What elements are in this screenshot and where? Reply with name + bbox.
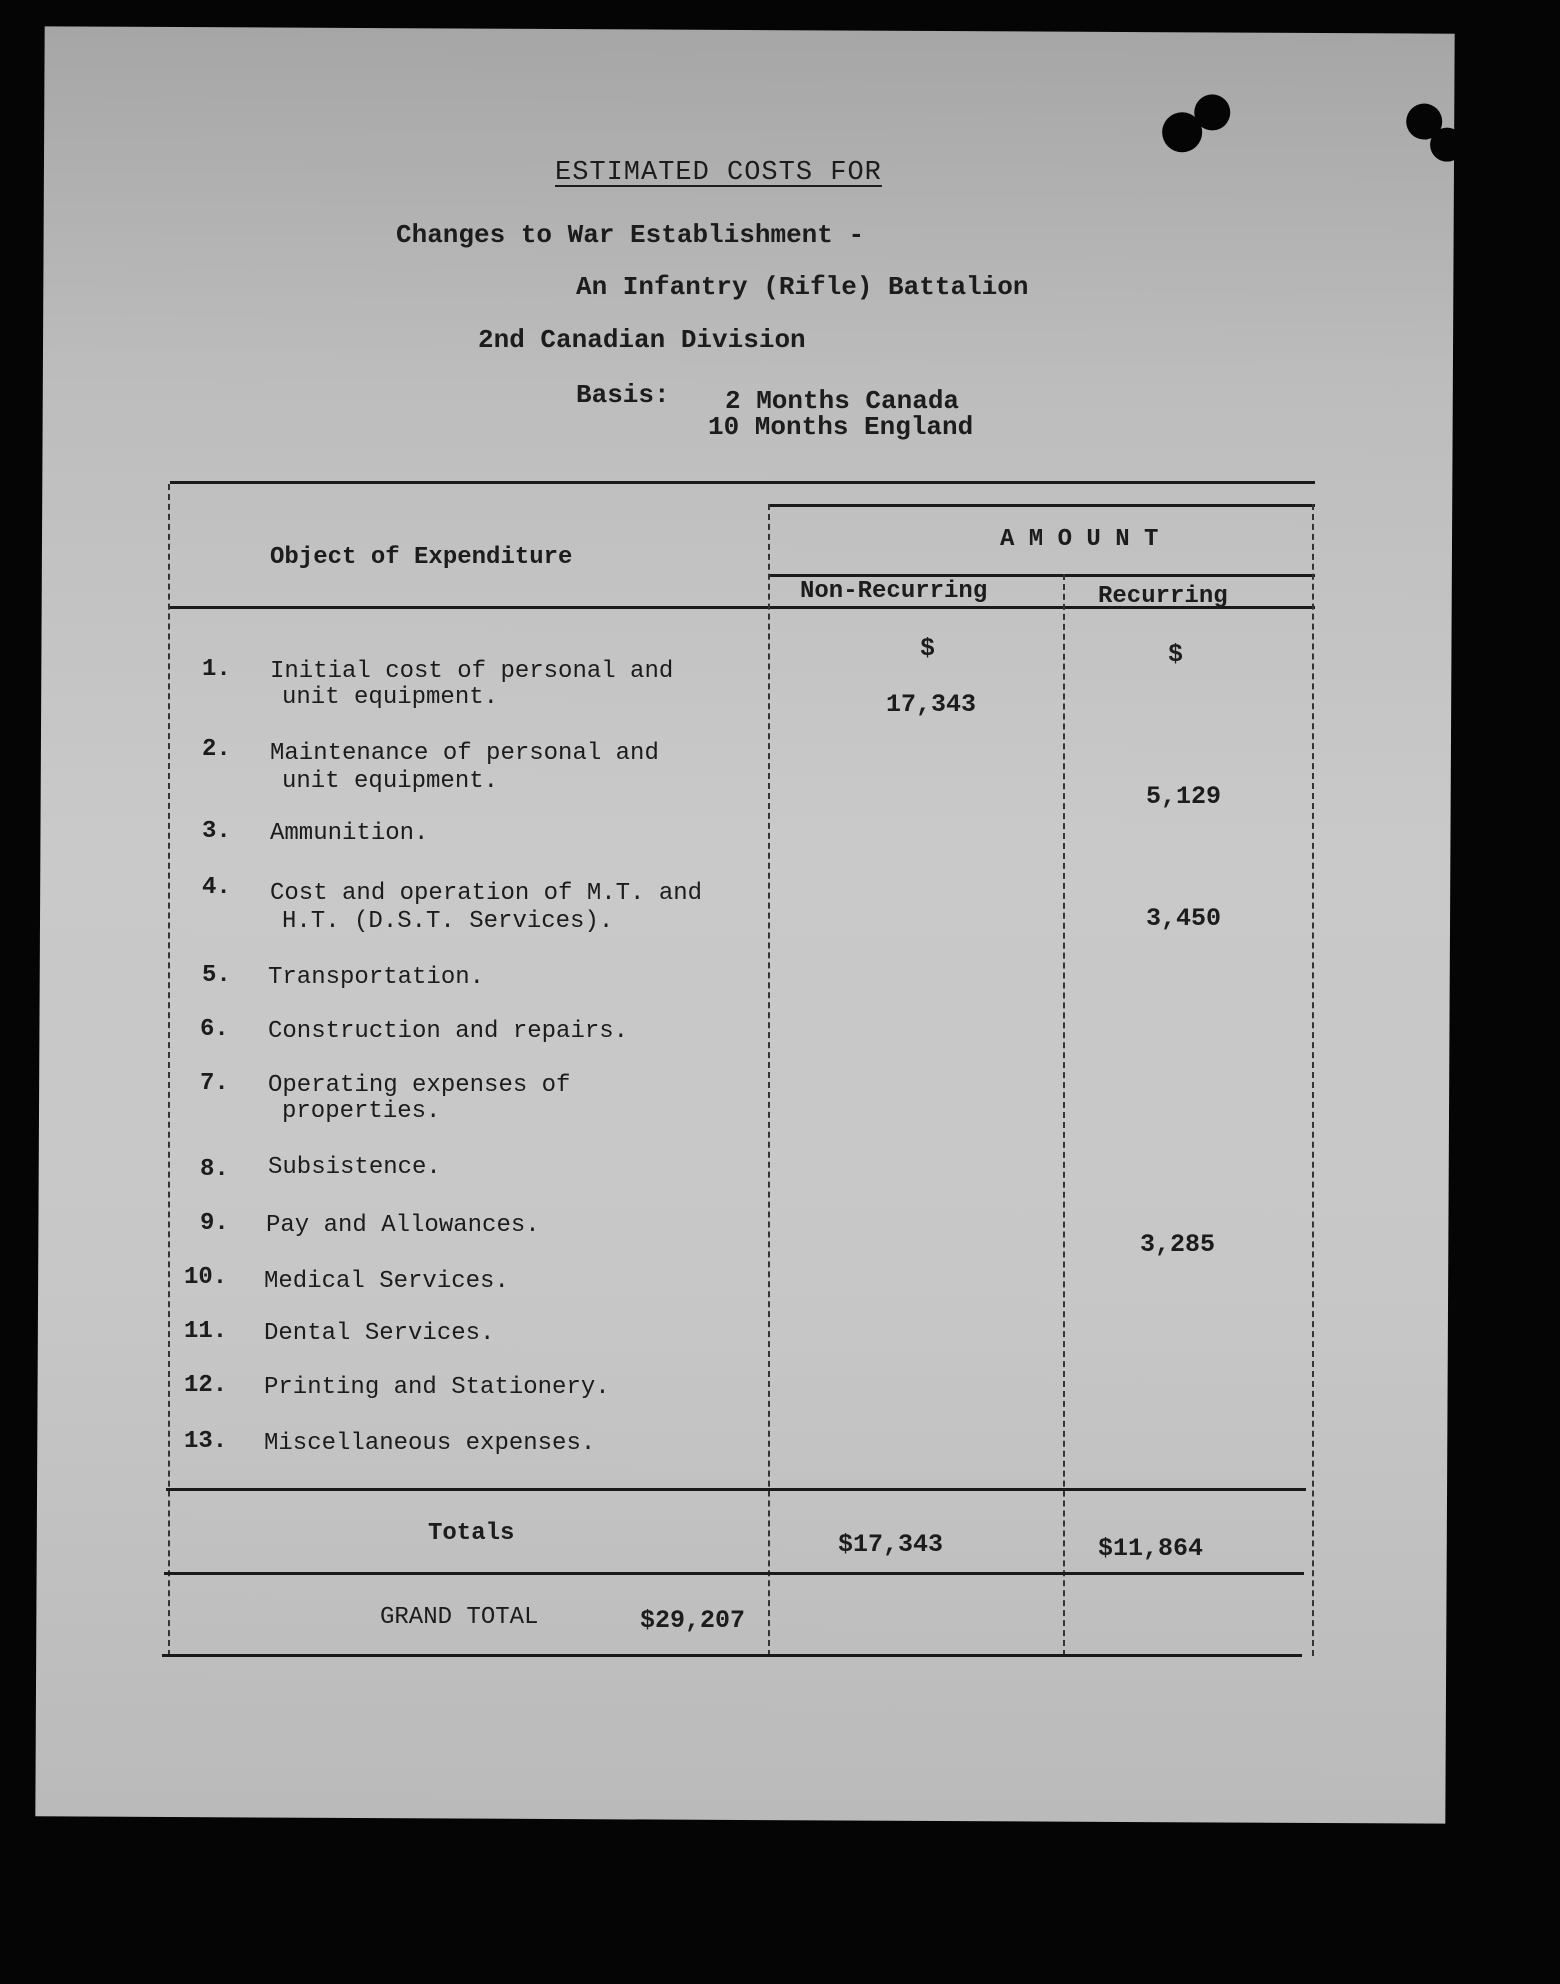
row-label: Construction and repairs.	[268, 1018, 629, 1045]
row-label: Maintenance of personal and	[270, 740, 659, 767]
row-label: Transportation.	[268, 964, 485, 991]
row-label-cont: unit equipment.	[282, 768, 499, 795]
amount-split-rule	[770, 574, 1315, 577]
row-non-recurring: 17,343	[886, 690, 977, 719]
grand-total-top-rule	[164, 1572, 1304, 1575]
currency-recurring: $	[1168, 640, 1184, 669]
row-recurring: 5,129	[1146, 782, 1222, 811]
header-object-of-expenditure: Object of Expenditure	[270, 544, 573, 571]
row-number: 7.	[200, 1070, 229, 1097]
subtitle-battalion: An Infantry (Rifle) Battalion	[576, 272, 1029, 302]
currency-non-recurring: $	[920, 634, 936, 663]
row-label: Initial cost of personal and	[270, 658, 674, 685]
row-label: Printing and Stationery.	[264, 1374, 610, 1401]
basis-line-2: 10 Months England	[708, 412, 974, 442]
basis-line-1: 2 Months Canada	[725, 386, 960, 416]
basis-label: Basis:	[576, 380, 670, 410]
header-non-recurring: Non-Recurring	[800, 578, 988, 605]
row-label: Miscellaneous expenses.	[264, 1430, 596, 1457]
row-label: Ammunition.	[270, 820, 429, 847]
grand-total-value: $29,207	[640, 1606, 746, 1635]
row-label: Pay and Allowances.	[266, 1212, 540, 1239]
row-label: Medical Services.	[264, 1268, 509, 1295]
row-recurring: 3,285	[1140, 1230, 1216, 1259]
punch-hole	[1430, 128, 1464, 162]
row-number: 12.	[184, 1372, 228, 1399]
grand-total-label: GRAND TOTAL	[380, 1604, 539, 1631]
table-bottom-rule	[162, 1654, 1302, 1657]
row-number: 13.	[184, 1428, 228, 1455]
row-label: Cost and operation of M.T. and	[270, 880, 703, 907]
punch-hole	[1194, 94, 1230, 130]
left-border	[168, 484, 170, 1656]
row-label: Operating expenses of	[268, 1072, 571, 1099]
row-label-cont: properties.	[282, 1098, 441, 1125]
header-recurring: Recurring	[1098, 583, 1228, 610]
row-recurring: 3,450	[1146, 904, 1222, 933]
row-number: 2.	[202, 736, 231, 763]
document-title: ESTIMATED COSTS FOR	[555, 158, 882, 188]
row-number: 3.	[202, 818, 231, 845]
row-label-cont: unit equipment.	[282, 684, 499, 711]
row-label: Subsistence.	[268, 1154, 441, 1181]
totals-non-recurring: $17,343	[838, 1530, 944, 1559]
col-divider-2	[1063, 574, 1065, 1656]
header-amount: A M O U N T	[1000, 526, 1159, 553]
totals-top-rule	[166, 1488, 1306, 1491]
right-border	[1312, 504, 1314, 1656]
row-number: 1.	[202, 656, 231, 683]
subtitle-establishment: Changes to War Establishment -	[396, 220, 865, 250]
row-number: 11.	[184, 1318, 228, 1345]
totals-recurring: $11,864	[1098, 1534, 1204, 1563]
totals-label: Totals	[428, 1520, 515, 1547]
col-divider-1	[768, 504, 770, 1656]
row-label: Dental Services.	[264, 1320, 495, 1347]
table-top-rule	[170, 481, 1315, 484]
row-number: 9.	[200, 1210, 229, 1237]
row-label-cont: H.T. (D.S.T. Services).	[282, 908, 614, 935]
row-number: 10.	[184, 1264, 228, 1291]
row-number: 8.	[200, 1156, 229, 1183]
amount-top-rule	[770, 504, 1315, 507]
row-number: 4.	[202, 874, 231, 901]
row-number: 5.	[202, 962, 231, 989]
row-number: 6.	[200, 1016, 229, 1043]
subtitle-division: 2nd Canadian Division	[478, 325, 806, 355]
